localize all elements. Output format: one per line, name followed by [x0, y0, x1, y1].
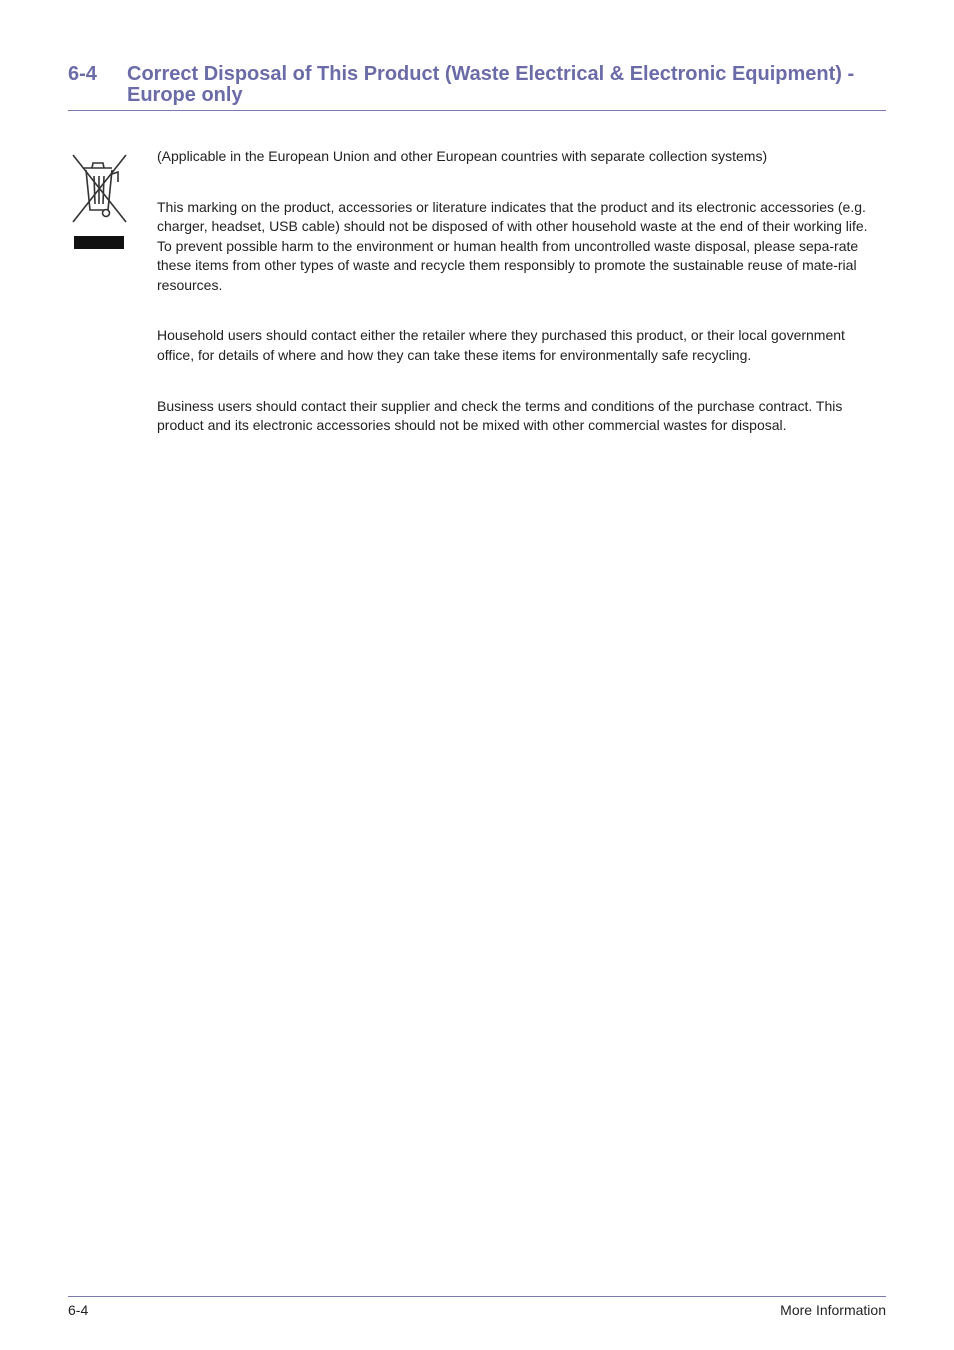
section-number: 6-4 [68, 63, 97, 85]
disposal-text [157, 147, 885, 467]
page-footer [68, 1296, 886, 1318]
section-title: Correct Disposal of This Product (Waste Electrical & Electronic Equipment) - Europe only [127, 63, 855, 106]
chapter-name: More Information [780, 1302, 886, 1318]
page-number: 6-4 [68, 1302, 89, 1318]
paragraph-business-users: Business users should contact their supplier and check the terms and conditions of the purchase contract. This product and its electronic accessories should not be mixed with other commercial wastes for disposal. [157, 397, 843, 434]
crossed-out-wheeled-bin-icon [70, 152, 130, 252]
paragraph-applicability: (Applicable in the European Union and other European countries with separate collection systems) [157, 148, 768, 164]
paragraph-household-users: Household users should contact either the retailer where they purchased this product, or their local government office, for details of where and how they can take these items for environmentally safe recycling. [157, 327, 845, 363]
section-header [68, 64, 886, 111]
paragraph-marking: This marking on the product, accessories or literature indicates that the product and its electronic accessories (e.g. charger, headset, USB cable) should not be disposed of with other household waste at the end of their working life. To prevent possible harm to the environment or human health from uncontrolled waste disposal, please sepa-rate these items from other types of waste and recycle them responsibly to promote the sustainable reuse of mate-rial resources. [157, 198, 868, 293]
